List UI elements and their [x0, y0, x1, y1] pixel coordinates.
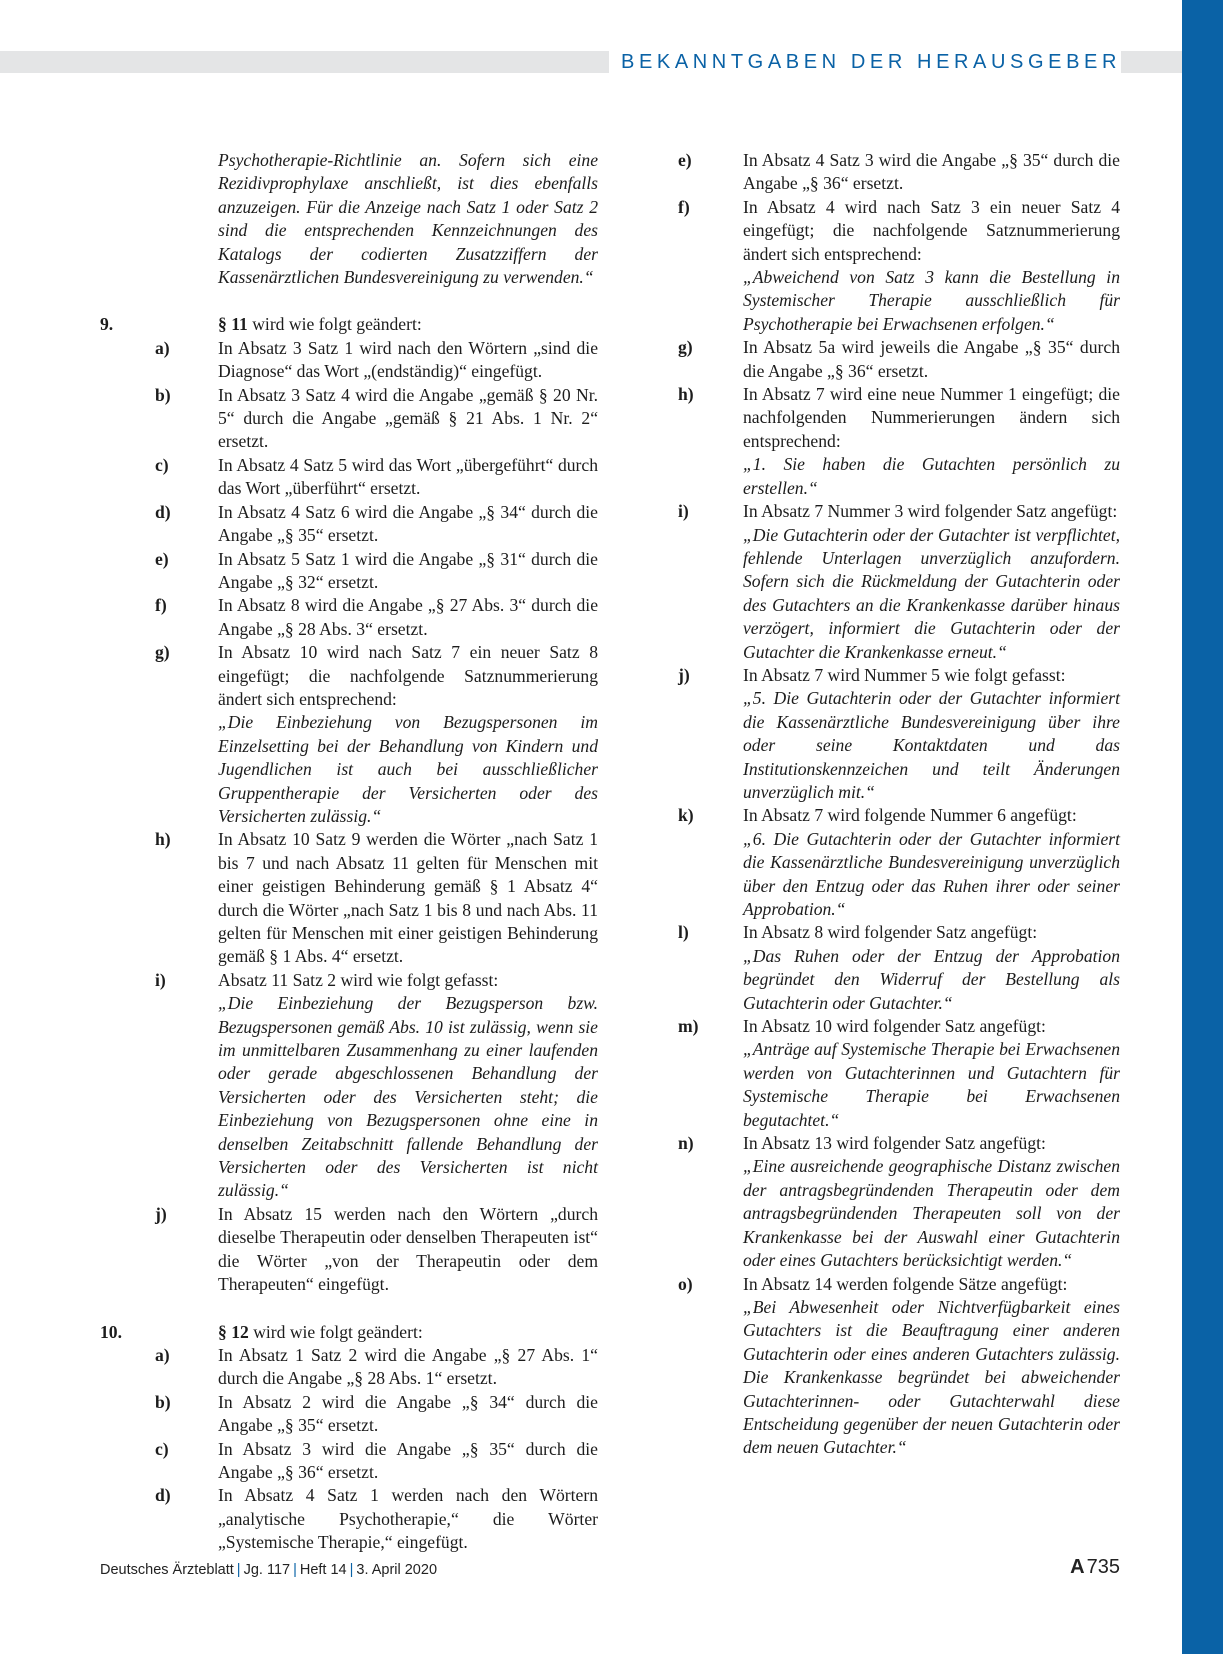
- list-item: [678, 804, 1120, 921]
- issue-date: 3. April 2020: [356, 1562, 438, 1578]
- item-text: In Absatz 8 wird folgender Satz angefügt:: [743, 922, 1038, 943]
- page-number-value: 735: [1086, 1556, 1120, 1578]
- item-quote: „Eine ausreichende geographische Distanz zwischen der antragsbegründenden Therapeutin oder dem antragsbegründenden Therapeuten soll von der Krankenkasse bei der Auswahl einer Gutachterin oder eines Gutachters berücksichtigt werden.“: [743, 1156, 1120, 1271]
- item-label: b): [155, 384, 171, 405]
- side-color-bar: [1182, 0, 1223, 1654]
- item-text: In Absatz 7 wird Nummer 5 wie folgt gefasst:: [743, 664, 1066, 685]
- item-label: j): [155, 1203, 167, 1224]
- item-label: h): [678, 384, 694, 405]
- item-text: In Absatz 4 Satz 5 wird das Wort „übergeführt“ durch das Wort „überführt“ ersetzt.: [218, 454, 598, 499]
- item-label: o): [678, 1273, 693, 1294]
- paragraph-10-items: [100, 1344, 598, 1555]
- list-item: [678, 500, 1120, 664]
- list-item: [100, 1438, 598, 1485]
- item-text: In Absatz 7 wird folgende Nummer 6 angefügt:: [743, 805, 1077, 826]
- item-text: In Absatz 3 Satz 4 wird die Angabe „gemäß § 20 Nr. 5“ durch die Angabe „gemäß § 21 Abs. 1 Nr. 2“ ersetzt.: [218, 384, 598, 452]
- item-label: f): [678, 196, 690, 217]
- continuation-text: Psychotherapie-Richtlinie an. Sofern sich eine Rezidivprophylaxe anschließt, ist dies ebenfalls anzuzeigen. Für die Anzeige nach Satz 1 oder Satz 2 sind die entsprechenden Kennzeichnungen des Katalogs der codierten Zusatzziffern der Kassenärztlichen Bundesvereinigung zu verwenden.“: [218, 150, 598, 288]
- section-header: BEKANNTGABEN DER HERAUSGEBER: [609, 49, 1121, 75]
- right-column-items: [678, 149, 1120, 1460]
- item-label: e): [155, 548, 169, 569]
- item-text: In Absatz 1 Satz 2 wird die Angabe „§ 27 Abs. 1“ durch die Angabe „§ 28 Abs. 1“ ersetzt.: [218, 1344, 598, 1389]
- item-label: g): [678, 337, 693, 358]
- item-text: In Absatz 2 wird die Angabe „§ 34“ durch die Angabe „§ 35“ ersetzt.: [218, 1391, 598, 1436]
- list-item: [100, 337, 598, 384]
- item-text: In Absatz 10 wird folgender Satz angefügt:: [743, 1016, 1046, 1037]
- item-text: In Absatz 4 Satz 3 wird die Angabe „§ 35“ durch die Angabe „§ 36“ ersetzt.: [743, 150, 1120, 194]
- item-label: d): [155, 1485, 171, 1506]
- list-item: [100, 1344, 598, 1391]
- list-item: [100, 594, 598, 641]
- list-item: [100, 828, 598, 968]
- item-label: a): [155, 337, 170, 358]
- paragraph-number: 10.: [100, 1321, 122, 1342]
- list-item: [100, 548, 598, 595]
- item-label: l): [678, 922, 689, 943]
- item-label: a): [155, 1344, 170, 1365]
- left-column: [100, 149, 598, 1555]
- item-label: d): [155, 501, 171, 522]
- journal-name: Deutsches Ärzteblatt: [100, 1562, 234, 1578]
- item-quote: „1. Sie haben die Gutachten persönlich zu erstellen.“: [743, 454, 1120, 498]
- item-label: e): [678, 150, 692, 170]
- item-label: b): [155, 1391, 171, 1412]
- right-column: [678, 149, 1120, 1460]
- item-label: h): [155, 829, 171, 850]
- item-quote: „Abweichend von Satz 3 kann die Bestellung in Systemischer Therapie ausschließlich für Psychotherapie bei Erwachsenen erfolgen.“: [743, 267, 1120, 334]
- list-item: [100, 384, 598, 454]
- item-text: In Absatz 3 wird die Angabe „§ 35“ durch die Angabe „§ 36“ ersetzt.: [218, 1438, 598, 1482]
- item-text: In Absatz 5a wird jeweils die Angabe „§ 35“ durch die Angabe „§ 36“ ersetzt.: [743, 337, 1120, 381]
- item-label: m): [678, 1016, 699, 1037]
- item-label: i): [155, 969, 166, 990]
- list-item: [678, 921, 1120, 1015]
- paragraph-9-items: [100, 337, 598, 1297]
- item-text: In Absatz 8 wird die Angabe „§ 27 Abs. 3“ durch die Angabe „§ 28 Abs. 3“ ersetzt.: [218, 595, 598, 639]
- item-text: In Absatz 10 Satz 9 werden die Wörter „nach Satz 1 bis 7 und nach Absatz 11 gelten für Menschen mit einer geistigen Behinderung gemäß § 1 Absatz 4“ durch die Wörter „nach Satz 1 bis 8 und nach Abs. 11 gelten für Menschen mit einer geistigen Behinderung gemäß § 1 Abs. 4“ ersetzt.: [218, 829, 598, 967]
- item-text: In Absatz 3 Satz 1 wird nach den Wörtern „sind die Diagnose“ das Wort „(endständig)“ eingefügt.: [218, 337, 598, 382]
- paragraph-intro: wird wie folgt geändert:: [247, 314, 422, 335]
- page-footer: Deutsches Ärzteblatt | Jg. 117 | Heft 14 | 3. April 2020: [100, 1562, 438, 1578]
- item-text: In Absatz 5 Satz 1 wird die Angabe „§ 31“ durch die Angabe „§ 32“ ersetzt.: [218, 548, 598, 592]
- item-text: In Absatz 4 wird nach Satz 3 ein neuer Satz 4 eingefügt; die nachfolgende Satznummerierung ändert sich entsprechend:: [743, 196, 1120, 264]
- list-item: [678, 1015, 1120, 1132]
- paragraph-9: [100, 313, 598, 336]
- paragraph-number: 9.: [100, 314, 114, 335]
- journal-volume: Jg. 117: [243, 1562, 291, 1578]
- item-quote: „Das Ruhen oder der Entzug der Approbation begründet den Widerruf der Bestellung als Gutachterin oder Gutachter.“: [743, 945, 1120, 1013]
- page-number: [1070, 1556, 1120, 1579]
- item-label: c): [155, 454, 169, 475]
- item-text: In Absatz 13 wird folgender Satz angefügt:: [743, 1133, 1046, 1154]
- item-text: In Absatz 7 Nummer 3 wird folgender Satz angefügt:: [743, 501, 1118, 522]
- item-text: In Absatz 7 wird eine neue Nummer 1 eingefügt; die nachfolgenden Nummerierungen ändern sich entsprechend:: [743, 384, 1120, 451]
- item-text: In Absatz 10 wird nach Satz 7 ein neuer Satz 8 eingefügt; die nachfolgende Satznummerierung ändert sich entsprechend:: [218, 642, 598, 709]
- item-label: n): [678, 1133, 694, 1154]
- item-quote: „Die Einbeziehung von Bezugspersonen im Einzelsetting bei der Behandlung von Kindern und Jugendlichen ist auch bei ausschließlicher Gruppentherapie der Versicherten oder des Versicherten zulässig.“: [218, 712, 598, 826]
- list-item: [100, 1484, 598, 1554]
- list-item: [678, 149, 1120, 196]
- list-item: [100, 1203, 598, 1297]
- item-quote: „6. Die Gutachterin oder der Gutachter informiert die Kassenärztliche Bundesvereinigung unverzüglich über den Entzug oder das Ruhen ihrer oder seiner Approbation.“: [743, 828, 1120, 919]
- item-label: c): [155, 1438, 169, 1459]
- item-label: k): [678, 805, 694, 826]
- item-text: In Absatz 4 Satz 1 werden nach den Wörtern „analytische Psychotherapie,“ die Wörter „Systemische Therapie,“ eingefügt.: [218, 1485, 598, 1553]
- item-label: j): [678, 664, 690, 685]
- item-quote: „Die Einbeziehung der Bezugsperson bzw. Bezugspersonen gemäß Abs. 10 ist zulässig, wenn sie im unmittelbaren Zusammenhang zu einer laufenden oder gerade abgeschlossenen Behandlung der Versicherten oder des Versicherten steht; die Einbeziehung von Bezugspersonen ohne eine in denselben Zeitabschnitt fallende Behandlung der Versicherten oder des Versicherten ist nicht zulässig.“: [218, 993, 598, 1201]
- item-quote: „Anträge auf Systemische Therapie bei Erwachsenen werden von Gutachterinnen und Gutachtern für Systemische Therapie bei Erwachsenen begutachtet.“: [743, 1039, 1120, 1130]
- list-item: [678, 196, 1120, 336]
- list-item: [678, 1132, 1120, 1272]
- list-item: [678, 383, 1120, 500]
- list-item: [678, 664, 1120, 804]
- paragraph-intro: wird wie folgt geändert:: [248, 1321, 423, 1342]
- list-item: [678, 336, 1120, 383]
- journal-issue: Heft 14: [299, 1562, 347, 1578]
- item-quote: „Die Gutachterin oder der Gutachter ist verpflichtet, fehlende Unterlagen unverzüglich anzufordern. Sofern sich die Rückmeldung der Gutachterin oder des Gutachters an die Krankenkasse darüber hinaus verzögert, informiert die Gutachterin oder der Gutachter die Krankenkasse erneut.“: [743, 524, 1120, 662]
- list-item: [100, 454, 598, 501]
- item-text: In Absatz 14 werden folgende Sätze angefügt:: [743, 1273, 1068, 1294]
- item-label: i): [678, 501, 689, 522]
- item-label: g): [155, 642, 170, 663]
- list-item: [678, 1273, 1120, 1460]
- list-item: [100, 641, 598, 828]
- section-ref: § 12: [218, 1321, 249, 1342]
- item-quote: „5. Die Gutachterin oder der Gutachter informiert die Kassenärztliche Bundesvereinigung über ihre oder seine Kontaktdaten und das Institutionskennzeichen und teilt Änderungen unverzüglich mit.“: [743, 688, 1120, 802]
- section-ref: § 11: [218, 314, 248, 335]
- paragraph-10: [100, 1321, 598, 1344]
- item-text: Absatz 11 Satz 2 wird wie folgt gefasst:: [218, 969, 499, 990]
- item-text: In Absatz 15 werden nach den Wörtern „durch dieselbe Therapeutin oder denselben Therapeuten ist“ die Wörter „von der Therapeutin oder dem Therapeuten“ eingefügt.: [218, 1203, 598, 1295]
- item-label: f): [155, 595, 167, 616]
- list-item: [100, 969, 598, 1203]
- item-text: In Absatz 4 Satz 6 wird die Angabe „§ 34“ durch die Angabe „§ 35“ ersetzt.: [218, 501, 598, 546]
- item-quote: „Bei Abwesenheit oder Nichtverfügbarkeit eines Gutachters ist die Beauftragung einer anderen Gutachterin oder eines anderen Gutachters zulässig. Die Krankenkasse begründet bei abweichender Gutachterinnen- oder Gutachterwahl diese Entscheidung gegenüber der neuen Gutachterin oder dem neuen Gutachter.“: [743, 1296, 1120, 1458]
- list-item: [100, 501, 598, 548]
- page-prefix: A: [1070, 1556, 1085, 1578]
- list-item: [100, 1391, 598, 1438]
